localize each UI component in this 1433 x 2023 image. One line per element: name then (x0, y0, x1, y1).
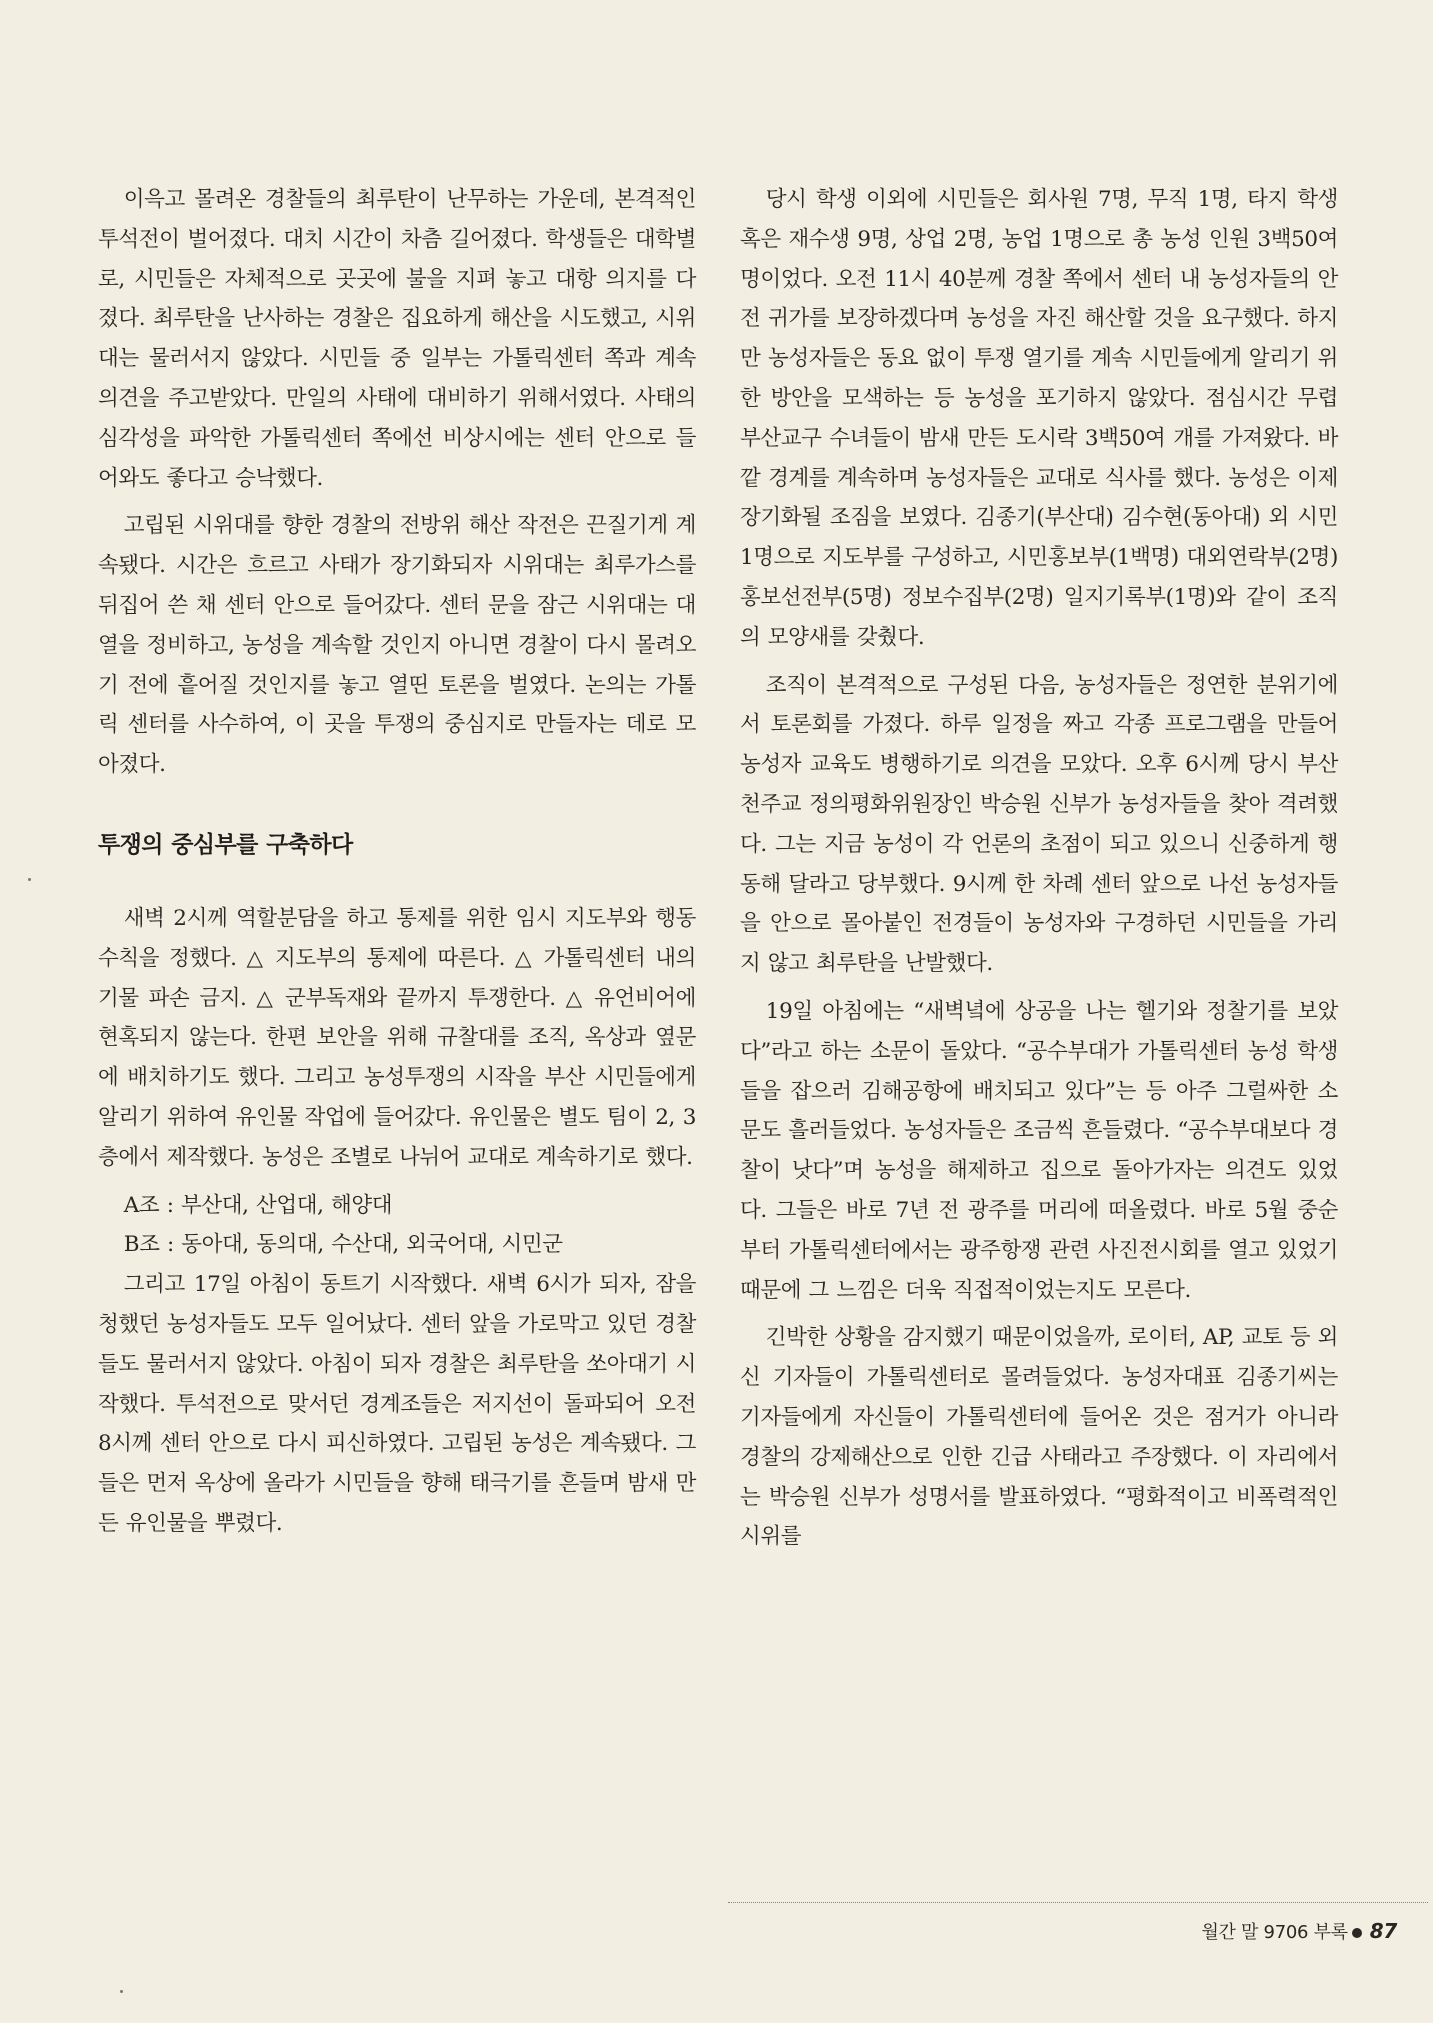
group-b-line: B조 : 동아대, 동의대, 수산대, 외국어대, 시민군 (123, 1232, 563, 1258)
body-paragraph: 19일 아침에는 “새벽녘에 상공을 나는 헬기와 정찰기를 보았다”라고 하는 소문이 돌았다. “공수부대가 가톨릭센터 농성 학생들을 잡으러 김해공항에 배치되고 있다”는 등 아주 그럴싸한 소문도 흘러들었다. 농성자들은 조금씩 흔들렸다. “공수부대보다 경찰이 낫다”며 농성을 해제하고 집으로 돌아가자는 의견도 있었다. 그들은 바로 7년 전 광주를 머리에 떠올렸다. 바로 5월 중순부터 가톨릭센터에서는 광주항쟁 관련 사진전시회를 열고 있었기 때문에 그 느낌은 더욱 직접적이었는지도 모른다. (740, 998, 1338, 1303)
group-a-line: A조 : 부산대, 산업대, 해양대 (123, 1192, 393, 1218)
page-footer (1201, 1918, 1397, 1944)
page-number: 87 (1369, 1919, 1397, 1943)
publication-name: 월간 말 9706 부록 (1201, 1922, 1348, 1943)
footer-divider (728, 1902, 1428, 1903)
left-column (98, 180, 696, 1552)
print-speck (120, 1990, 123, 1993)
body-paragraph: 새벽 2시께 역할분담을 하고 통제를 위한 임시 지도부와 행동수칙을 정했다. △ 지도부의 통제에 따른다. △ 가톨릭센터 내의 기물 파손 금지. △ 군부독재와 끝까지 투쟁한다. △ 유언비어에 현혹되지 않는다. 한편 보안을 위해 규찰대를 조직, 옥상과 옆문에 배치하기도 했다. 그리고 농성투쟁의 시작을 부산 시민들에게 알리기 위하여 유인물 작업에 들어갔다. 유인물은 별도 팀이 2, 3층에서 제작했다. 농성은 조별로 나뉘어 교대로 계속하기로 했다. (98, 905, 696, 1170)
body-paragraph: 그리고 17일 아침이 동트기 시작했다. 새벽 6시가 되자, 잠을 청했던 농성자들도 모두 일어났다. 센터 앞을 가로막고 있던 경찰들도 물러서지 않았다. 아침이 되자 경찰은 최루탄을 쏘아대기 시작했다. 투석전으로 맞서던 경계조들은 저지선이 돌파되어 오전 8시께 센터 안으로 다시 피신하였다. 고립된 농성은 계속됐다. 그들은 먼저 옥상에 올라가 시민들을 향해 태극기를 흔들며 밤새 만든 유인물을 뿌렸다. (98, 1272, 696, 1536)
right-column (740, 180, 1338, 1565)
body-paragraph: 긴박한 상황을 감지했기 때문이었을까, 로이터, AP, 교토 등 외신 기자들이 가톨릭센터로 몰려들었다. 농성자대표 김종기씨는 기자들에게 자신들이 가톨릭센터에 들어온 것은 점거가 아니라 경찰의 강제해산으로 인한 긴급 사태라고 주장했다. 이 자리에서는 박승원 신부가 성명서를 발표하였다. “평화적이고 비폭력적인 시위를 (740, 1325, 1338, 1550)
print-speck (28, 878, 31, 881)
body-paragraph: 조직이 본격적으로 구성된 다음, 농성자들은 정연한 분위기에서 토론회를 가졌다. 하루 일정을 짜고 각종 프로그램을 만들어 농성자 교육도 병행하기로 의견을 모았다. 오후 6시께 당시 부산천주교 정의평화위원장인 박승원 신부가 농성자들을 찾아 격려했다. 그는 지금 농성이 각 언론의 초점이 되고 있으니 신중하게 행동해 달라고 당부했다. 9시께 한 차례 센터 앞으로 나선 농성자들을 안으로 몰아붙인 전경들이 농성자와 구경하던 시민들을 가리지 않고 최루탄을 난발했다. (740, 672, 1338, 977)
body-paragraph: 당시 학생 이외에 시민들은 회사원 7명, 무직 1명, 타지 학생 혹은 재수생 9명, 상업 2명, 농업 1명으로 총 농성 인원 3백50여명이었다. 오전 11시 40분께 경찰 쪽에서 센터 내 농성자들의 안전 귀가를 보장하겠다며 농성을 자진 해산할 것을 요구했다. 하지만 농성자들은 동요 없이 투쟁 열기를 계속 시민들에게 알리기 위한 방안을 모색하는 등 농성을 포기하지 않았다. 점심시간 무렵 부산교구 수녀들이 밤새 만든 도시락 3백50여 개를 가져왔다. 바깥 경계를 계속하며 농성자들은 교대로 식사를 했다. 농성은 이제 장기화될 조짐을 보였다. 김종기(부산대) 김수현(동아대) 외 시민 1명으로 지도부를 구성하고, 시민홍보부(1백명) 대외연락부(2명) 홍보선전부(5명) 정보수집부(2명) 일지기록부(1명)와 같이 조직의 모양새를 갖췄다. (740, 187, 1338, 650)
section-heading: 투쟁의 중심부를 구축하다 (98, 831, 353, 858)
body-paragraph: 이윽고 몰려온 경찰들의 최루탄이 난무하는 가운데, 본격적인 투석전이 벌어졌다. 대치 시간이 차츰 길어졌다. 학생들은 대학별로, 시민들은 자체적으로 곳곳에 불을 지펴 놓고 대항 의지를 다졌다. 최루탄을 난사하는 경찰은 집요하게 해산을 시도했고, 시위대는 물러서지 않았다. 시민들 중 일부는 가톨릭센터 쪽과 계속 의견을 주고받았다. 만일의 사태에 대비하기 위해서였다. 사태의 심각성을 파악한 가톨릭센터 쪽에선 비상시에는 센터 안으로 들어와도 좋다고 승낙했다. (98, 187, 696, 491)
body-paragraph: 고립된 시위대를 향한 경찰의 전방위 해산 작전은 끈질기게 계속됐다. 시간은 흐르고 사태가 장기화되자 시위대는 최루가스를 뒤집어 쓴 채 센터 안으로 들어갔다. 센터 문을 잠근 시위대는 대열을 정비하고, 농성을 계속할 것인지 아니면 경찰이 다시 몰려오기 전에 흩어질 것인지를 놓고 열띤 토론을 벌였다. 논의는 가톨릭 센터를 사수하여, 이 곳을 투쟁의 중심지로 만들자는 데로 모아졌다. (98, 513, 696, 778)
bullet-icon (1352, 1928, 1362, 1938)
